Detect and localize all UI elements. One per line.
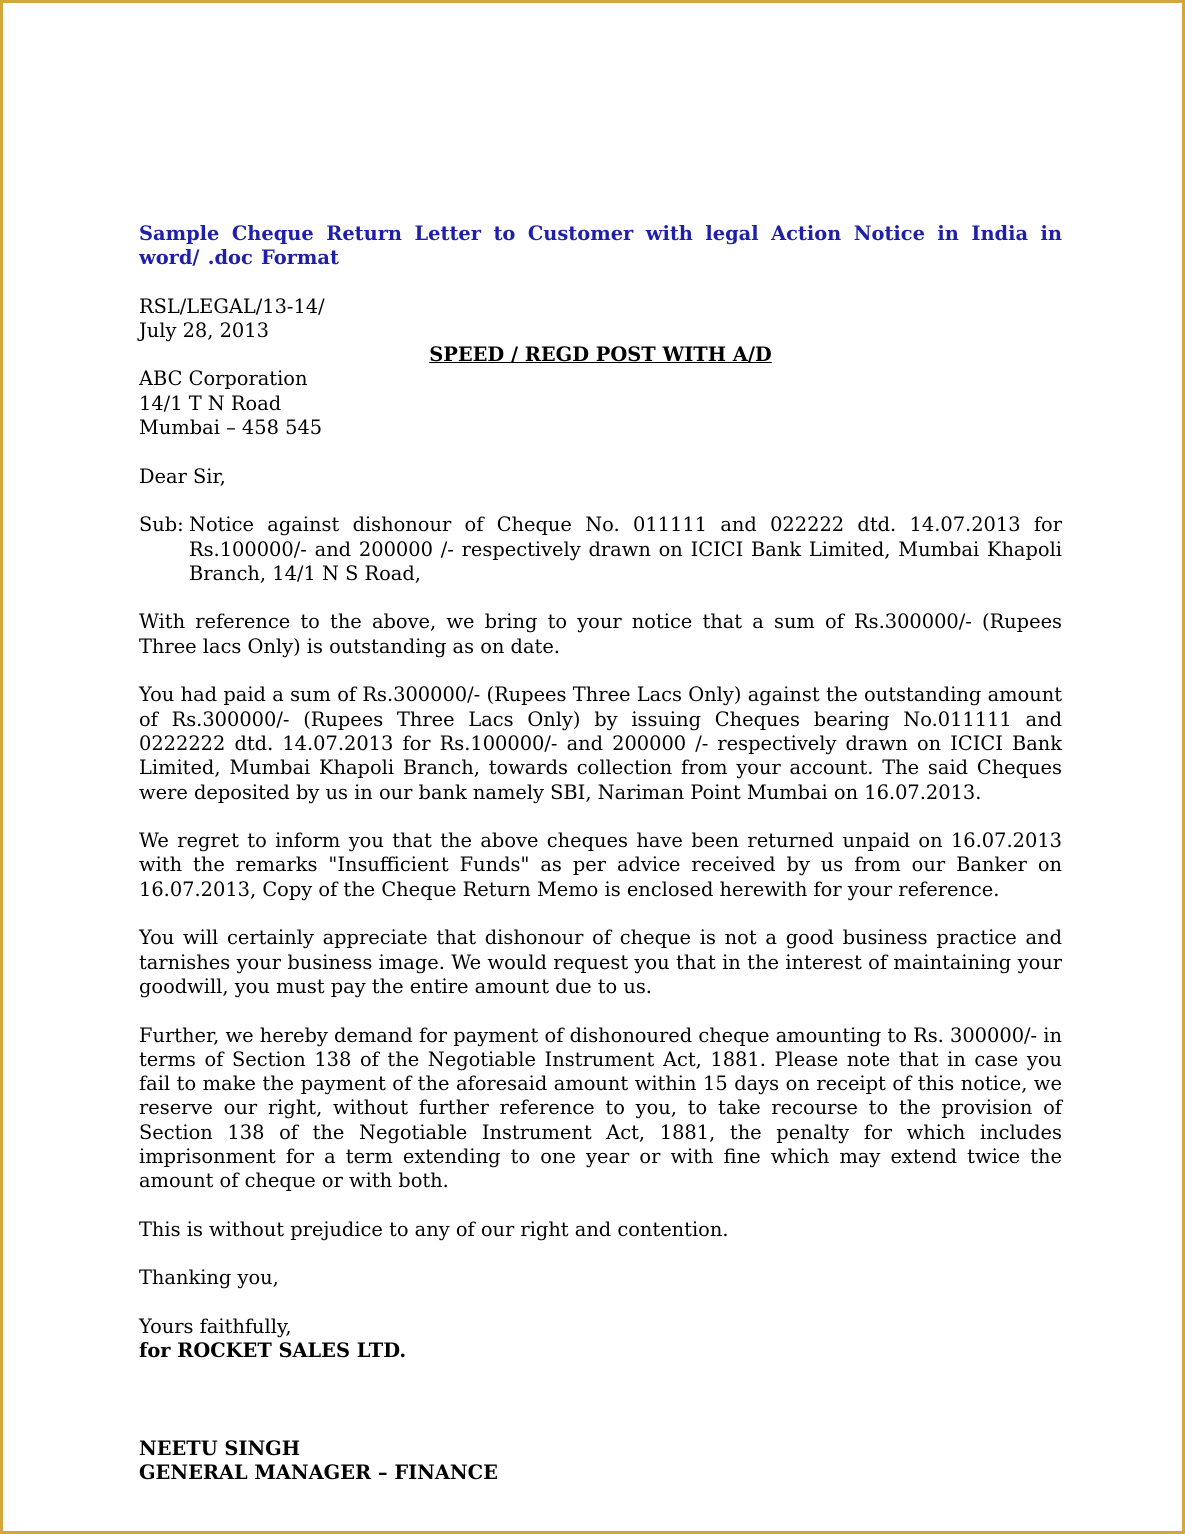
- paragraph: We regret to inform you that the above cheques have been returned unpaid on 16.07.2013 with the remarks "Insufficient Funds" as per advice received by us from our Banker on 16.07.2013, Copy of the Cheque Return Memo is enclosed herewith for your reference.: [139, 829, 1062, 901]
- signatory-title: GENERAL MANAGER – FINANCE: [139, 1460, 498, 1484]
- addressee-line: ABC Corporation: [139, 367, 308, 391]
- addressee-line: Mumbai – 458 545: [139, 416, 323, 440]
- closing-thanks: Thanking you,: [139, 1266, 279, 1290]
- paragraph: You had paid a sum of Rs.300000/- (Rupees Three Lacs Only) against the outstanding amount of Rs.300000/- (Rupees Three Lacs Only) by issuing Cheques bearing No.011111 and 0222222 dtd. 14.07.2013 for Rs.100000/- and 200000 /- respectively drawn on ICICI Bank Limited, Mumbai Khapoli Branch, towards collection from your account. The said Cheques were deposited by us in our bank namely SBI, Nariman Point Mumbai on 16.07.2013.: [139, 683, 1062, 804]
- company-name: for ROCKET SALES LTD.: [139, 1339, 407, 1363]
- subject-label: Sub:: [139, 513, 184, 537]
- reference-number: RSL/LEGAL/13-14/: [139, 294, 325, 318]
- letter-body: [139, 222, 1062, 1485]
- letter-date: July 28, 2013: [139, 318, 269, 342]
- paragraph: This is without prejudice to any of our right and contention.: [139, 1217, 729, 1241]
- post-mode-heading: SPEED / REGD POST WITH A/D: [429, 343, 772, 367]
- paragraph: You will certainly appreciate that dishonour of cheque is not a good business practice and tarnishes your business image. We would request you that in the interest of maintaining your goodwill, you must pay the entire amount due to us.: [139, 926, 1062, 998]
- subject-text: Notice against dishonour of Cheque No. 011111 and 022222 dtd. 14.07.2013 for Rs.100000/- and 200000 /- respectively drawn on ICICI Bank Limited, Mumbai Khapoli Branch, 14/1 N S Road,: [189, 513, 1062, 585]
- addressee-block: [139, 367, 1062, 440]
- closing: Yours faithfully,: [139, 1315, 292, 1339]
- signatory-name: NEETU SINGH: [139, 1436, 301, 1460]
- paragraph: With reference to the above, we bring to your notice that a sum of Rs.300000/- (Rupees Three lacs Only) is outstanding as on date.: [139, 610, 1062, 658]
- paragraph: Further, we hereby demand for payment of dishonoured cheque amounting to Rs. 300000/- in terms of Section 138 of the Negotiable Instrument Act, 1881. Please note that in case you fail to make the payment of the aforesaid amount within 15 days on receipt of this notice, we reserve our right, without further reference to you, to take recourse to the provision of Section 138 of the Negotiable Instrument Act, 1881, the penalty for which includes imprisonment for a term extending to one year or with fine which may extend twice the amount of cheque or with both.: [139, 1023, 1062, 1193]
- addressee-line: 14/1 T N Road: [139, 391, 282, 415]
- subject-line: [139, 513, 1062, 586]
- document-title: Sample Cheque Return Letter to Customer with legal Action Notice in India in word/ .doc Format: [139, 222, 1062, 270]
- salutation: Dear Sir,: [139, 464, 226, 488]
